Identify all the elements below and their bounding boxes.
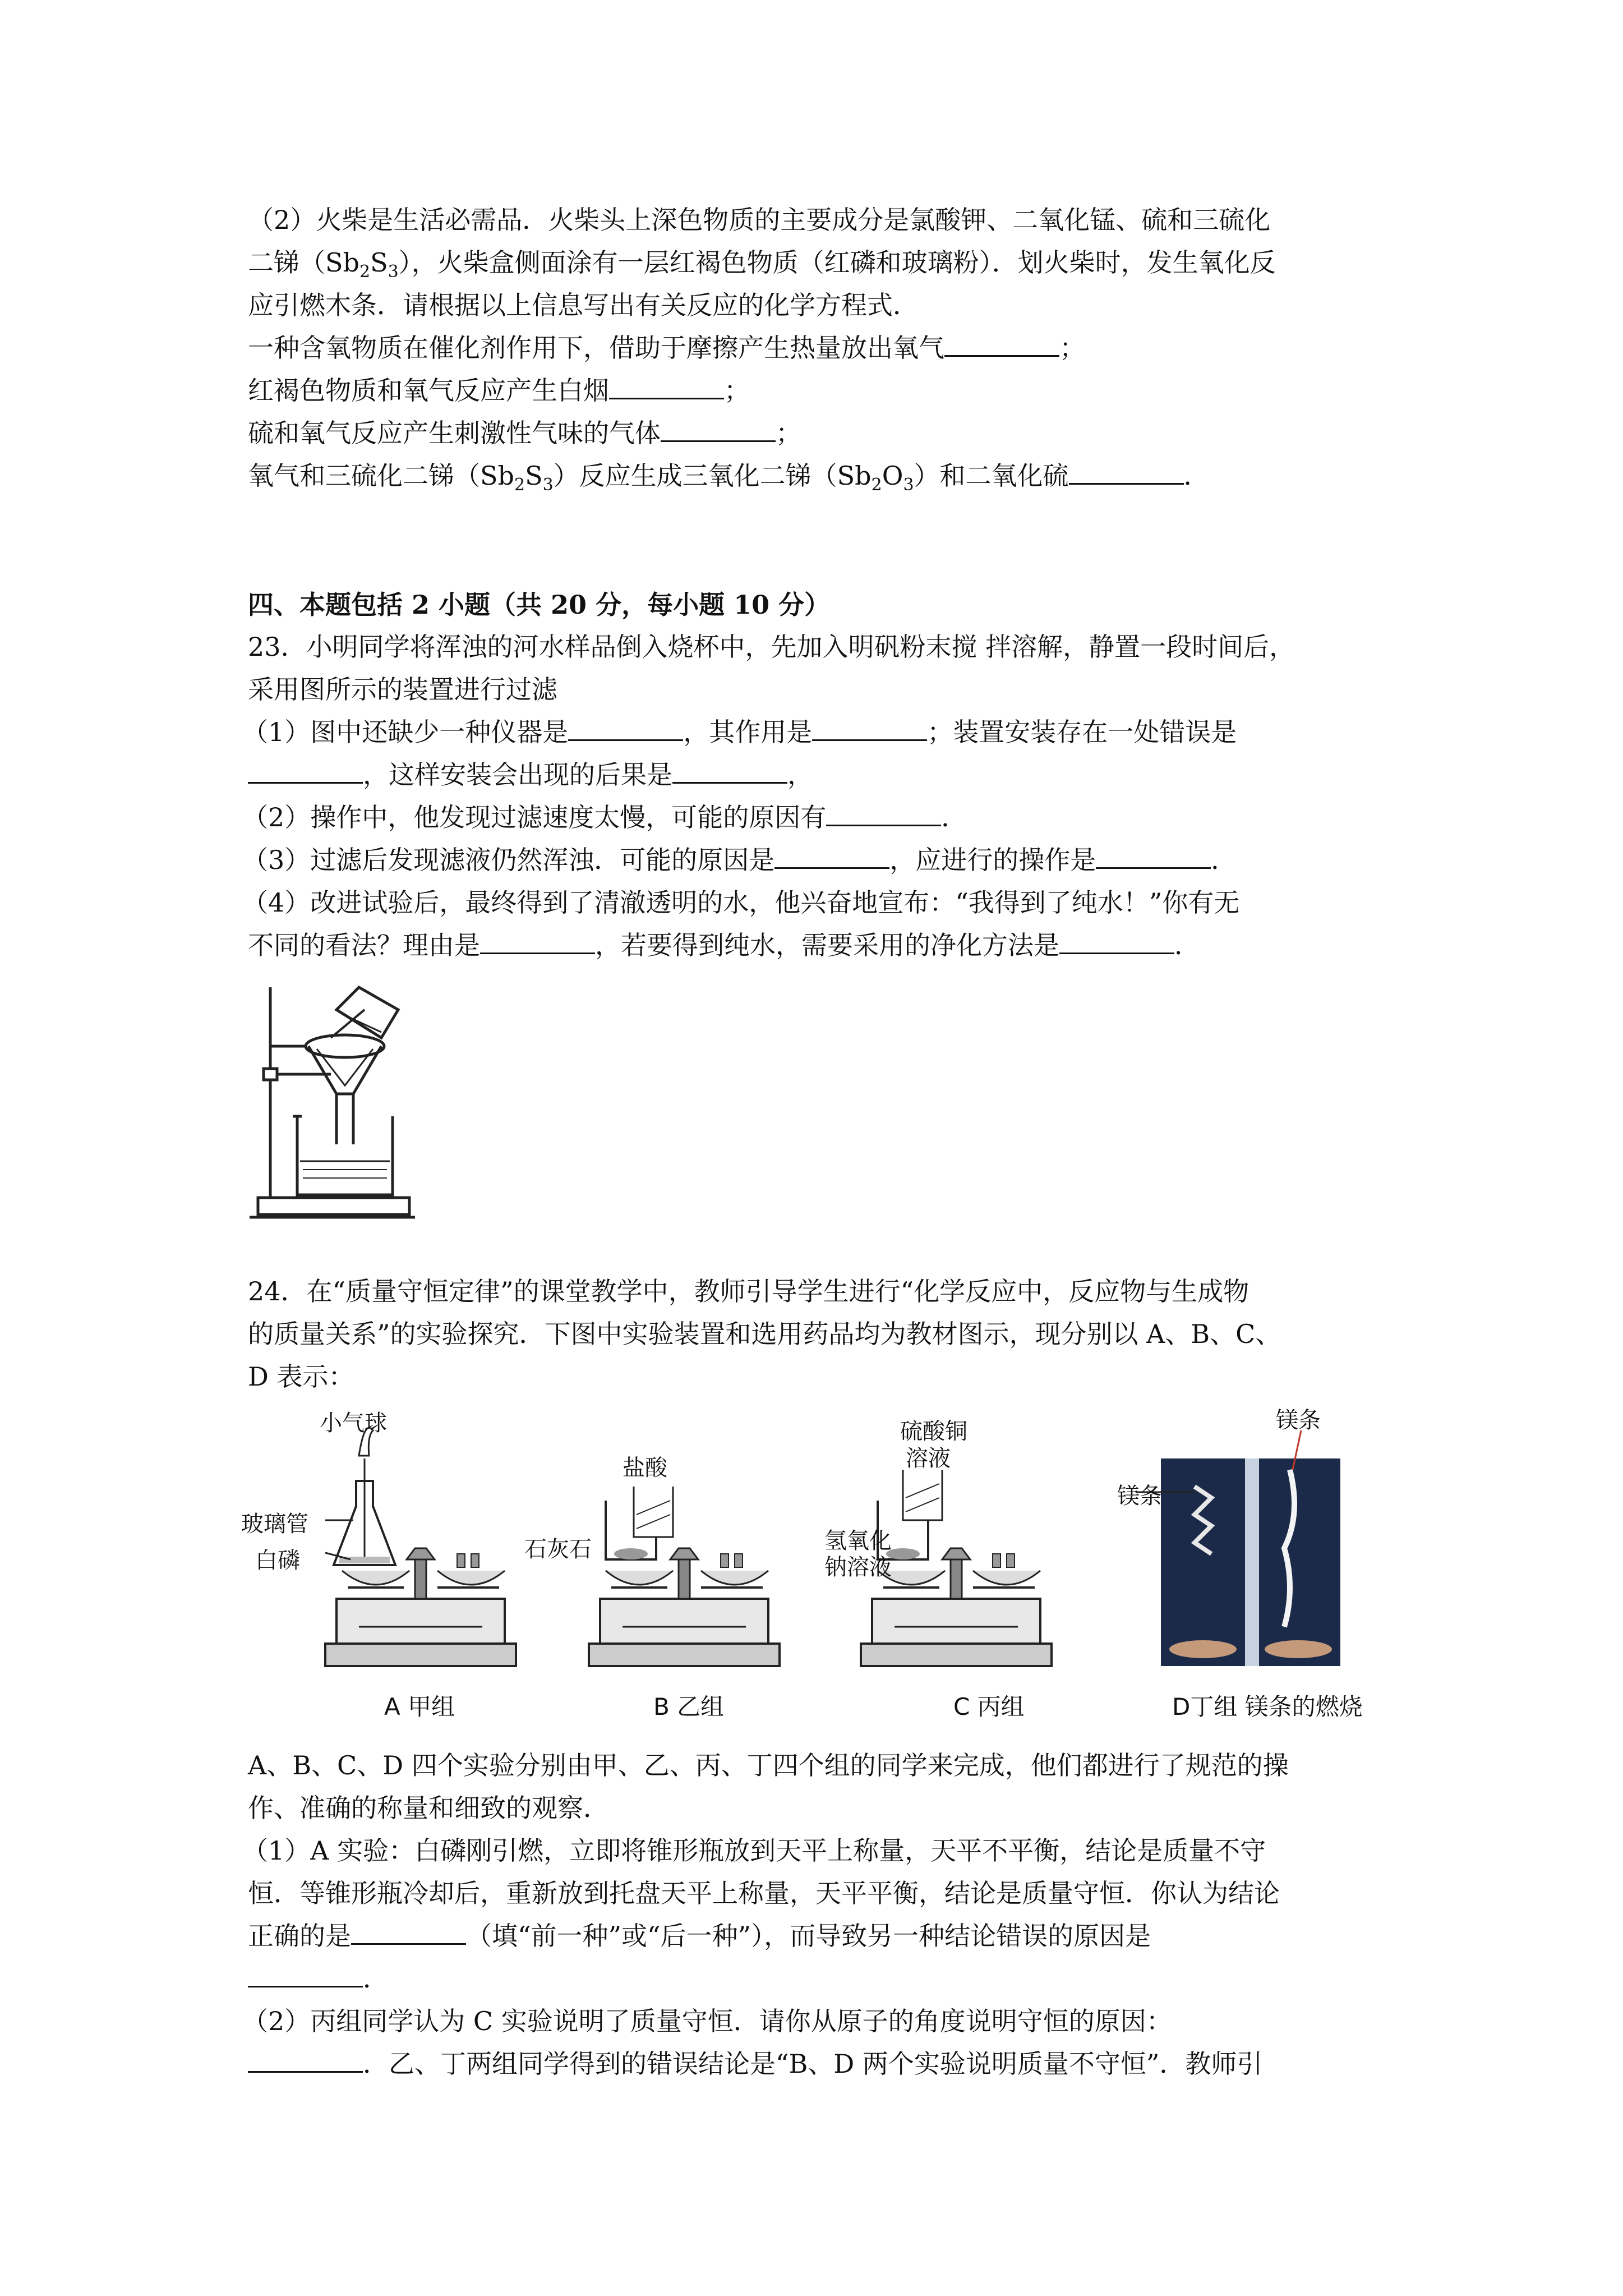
label-balloon: 小气球	[320, 1410, 387, 1436]
answer-blank[interactable]	[248, 1963, 363, 1987]
label-limestone: 石灰石	[524, 1536, 592, 1562]
mass-conservation-figure	[241, 1402, 1419, 1728]
answer-blank[interactable]	[568, 717, 683, 741]
label-hydrochloric-acid: 盐酸	[623, 1455, 667, 1481]
caption-b: B 乙组	[653, 1693, 725, 1720]
label-magnesium-strip-left: 镁条	[1117, 1483, 1162, 1509]
q22-eq1: 一种含氧物质在催化剂作用下，借助于摩擦产生热量放出氧气 ；	[248, 333, 1085, 363]
label-magnesium-strip-top: 镁条	[1276, 1407, 1321, 1433]
answer-blank[interactable]	[1069, 461, 1184, 485]
q24-line1: 24．在“质量守恒定律”的课堂教学中，教师引导学生进行“化学反应中，反应物与生成物	[248, 1276, 1249, 1306]
q24-part1-line1: （1）A 实验：白磷刚引燃，立即将锥形瓶放到天平上称量，天平不平衡，结论是质量不守	[242, 1835, 1266, 1866]
q22-line1: （2）火柴是生活必需品．火柴头上深色物质的主要成分是氯酸钾、二氧化锰、硫和三硫化	[248, 205, 1271, 235]
answer-blank[interactable]	[248, 2049, 363, 2073]
q24-after2: 作、准确的称量和细致的观察．	[248, 1793, 609, 1823]
label-glass-tube: 玻璃管	[241, 1511, 308, 1537]
q24-part1-line2: 恒．等锥形瓶冷却后，重新放到托盘天平上称量，天平平衡，结论是质量守恒．你认为结论	[248, 1878, 1280, 1908]
q23-part2: （2）操作中，他发现过滤速度太慢，可能的原因有 ．	[242, 802, 967, 832]
q23-line2: 采用图所示的装置进行过滤	[248, 674, 557, 705]
q22-eq3: 硫和氧气反应产生刺激性气味的气体 ；	[248, 418, 801, 448]
q23-part1: （1）图中还缺少一种仪器是 ，其作用是 ；装置安装存在一处错误是	[242, 717, 1237, 747]
q24-line2: 的质量关系”的实验探究．下图中实验装置和选用药品均为教材图示，现分别以 A、B、C、	[248, 1319, 1281, 1349]
q24-after1: A、B、C、D 四个实验分别由甲、乙、丙、丁四个组的同学来完成，他们都进行了规范的操	[248, 1750, 1289, 1780]
caption-c: C 丙组	[953, 1693, 1025, 1720]
q24-part2-line2: ．乙、丁两组同学得到的错误结论是“B、D 两个实验说明质量不守恒”．教师引	[248, 2044, 1262, 2083]
q24-part2-line1: （2）丙组同学认为 C 实验说明了质量守恒．请你从原子的角度说明守恒的原因：	[242, 2006, 1172, 2036]
answer-blank[interactable]	[480, 930, 595, 954]
label-copper-sulfate-2: 溶液	[906, 1446, 951, 1471]
answer-blank[interactable]	[812, 717, 927, 741]
answer-blank[interactable]	[774, 845, 889, 869]
q24-line3: D 表示：	[248, 1361, 354, 1392]
q22-line3: 应引燃木条．请根据以上信息写出有关反应的化学方程式．	[248, 290, 919, 320]
q24-part1-line3: 正确的是 （填“前一种”或“后一种”），而导致另一种结论错误的原因是	[248, 1921, 1151, 1951]
answer-blank[interactable]	[944, 333, 1059, 357]
section-title: 四、本题包括 2 小题（共 20 分，每小题 10 分）	[248, 590, 831, 620]
label-naoh-2: 钠溶液	[824, 1554, 892, 1580]
q23-part1-cont: ，这样安装会出现的后果是 ，	[248, 755, 813, 794]
answer-blank[interactable]	[661, 418, 776, 442]
q23-part4-cont: 不同的看法？理由是 ，若要得到纯水，需要采用的净化方法是 ．	[248, 930, 1200, 960]
caption-a: A 甲组	[384, 1693, 455, 1720]
caption-d: D丁组 镁条的燃烧	[1172, 1693, 1363, 1720]
q23-part3: （3）过滤后发现滤液仍然浑浊．可能的原因是 ，应进行的操作是 ．	[242, 845, 1237, 875]
label-naoh-1: 氢氧化	[824, 1528, 892, 1554]
q22-eq4: 氧气和三硫化二锑$(Sb_2S_3)$反应生成三氧化二锑$(Sb_2O_3)$和二氧化硫 ．	[248, 461, 1210, 495]
answer-blank[interactable]	[351, 1921, 466, 1945]
answer-blank[interactable]	[609, 375, 724, 399]
label-copper-sulfate-1: 硫酸铜	[900, 1419, 967, 1444]
filtration-apparatus-figure	[247, 976, 426, 1223]
answer-blank[interactable]	[1096, 845, 1211, 869]
answer-blank[interactable]	[248, 760, 363, 784]
q22-line2: 二锑$(Sb_2S_3)$，火柴盒侧面涂有一层红褐色物质（红磷和玻璃粉）．划火柴时，发生氧化反	[248, 247, 1276, 282]
answer-blank[interactable]	[1059, 930, 1174, 954]
q24-part1-line4: ．	[248, 1959, 389, 1998]
q23-line1: 23．小明同学将浑浊的河水样品倒入烧杯中，先加入明矾粉末搅 拌溶解，静置一段时间后，	[248, 632, 1295, 662]
answer-blank[interactable]	[672, 760, 787, 784]
q22-eq2: 红褐色物质和氧气反应产生白烟 ；	[248, 375, 750, 406]
answer-blank[interactable]	[826, 802, 941, 826]
q23-part4: （4）改进试验后，最终得到了清澈透明的水，他兴奋地宣布：“我得到了纯水！”你有无	[242, 887, 1240, 918]
label-white-phosphorus: 白磷	[255, 1548, 300, 1573]
